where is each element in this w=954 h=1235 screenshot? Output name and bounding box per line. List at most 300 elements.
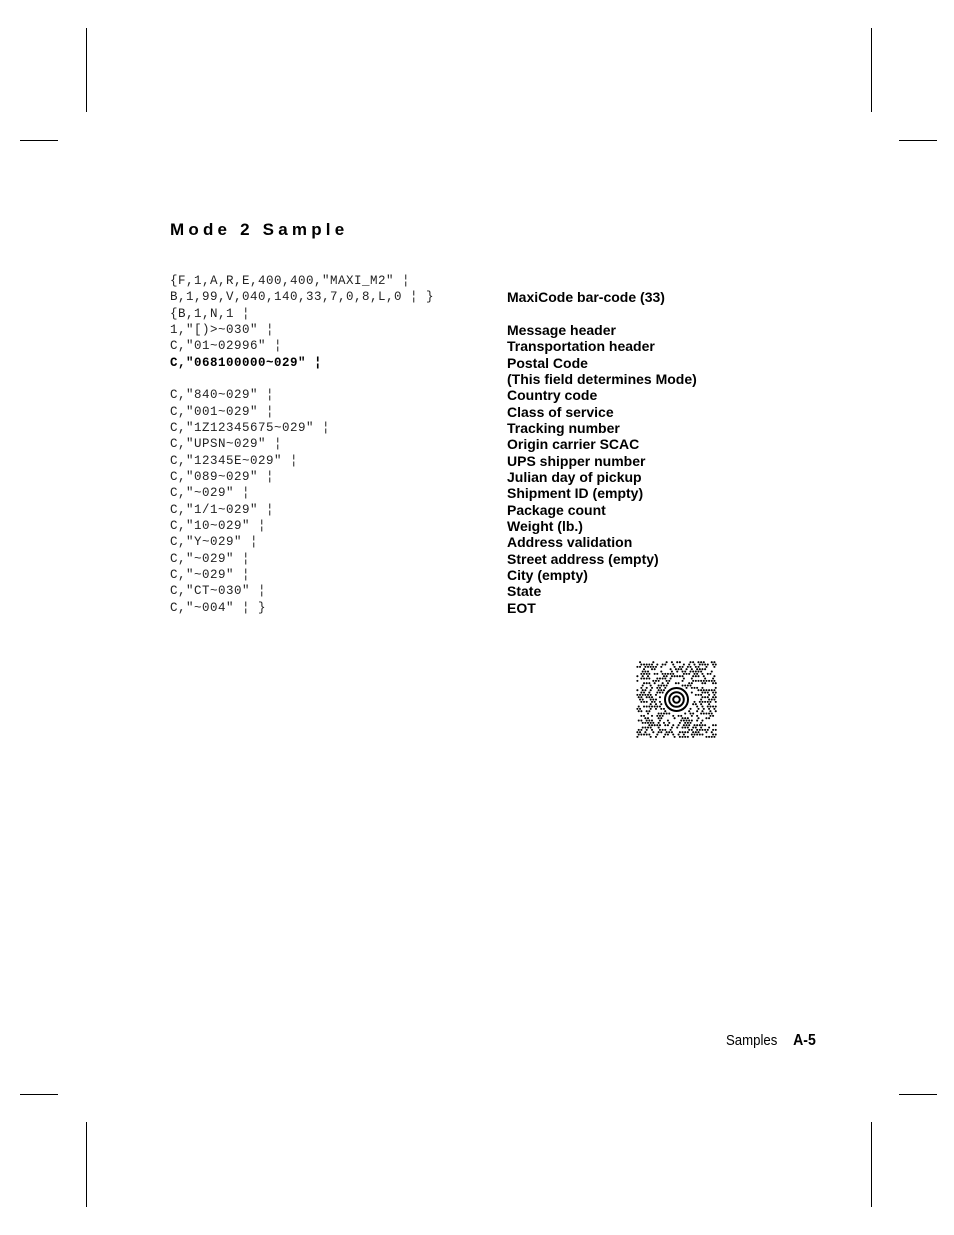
code-line: {F,1,A,R,E,400,400,"MAXI_M2" ¦ [170, 274, 411, 288]
maxicode-module [651, 696, 653, 698]
maxicode-module [642, 684, 644, 686]
maxicode-module [658, 722, 660, 724]
maxicode-module [691, 733, 693, 735]
maxicode-module [712, 663, 714, 665]
maxicode-module [692, 661, 694, 663]
maxicode-module [655, 666, 657, 668]
code-line: C,"Y~029" ¦ [170, 535, 259, 549]
maxicode-module [688, 724, 690, 726]
maxicode-module [670, 673, 672, 675]
maxicode-module [693, 724, 695, 726]
maxicode-module [704, 668, 706, 670]
maxicode-module [643, 733, 645, 735]
maxicode-module [672, 715, 674, 717]
description-line: Address validation [507, 534, 633, 550]
maxicode-module [684, 712, 686, 714]
maxicode-module [711, 680, 713, 682]
maxicode-module [689, 708, 691, 710]
maxicode-module [666, 712, 668, 714]
maxicode-module [712, 691, 714, 693]
maxicode-module [671, 670, 673, 672]
maxicode-module [668, 712, 670, 714]
maxicode-module [676, 661, 678, 663]
description-line: Country code [507, 387, 598, 403]
maxicode-module [638, 710, 640, 712]
maxicode-module [696, 715, 698, 717]
maxicode-module [687, 726, 689, 728]
maxicode-module [659, 677, 661, 679]
maxicode-module [640, 733, 642, 735]
maxicode-module [713, 694, 715, 696]
maxicode-module [712, 705, 714, 707]
maxicode-module [691, 682, 693, 684]
maxicode-module [644, 731, 646, 733]
maxicode-module [663, 708, 665, 710]
maxicode-module [708, 689, 710, 691]
maxicode-module [658, 684, 660, 686]
maxicode-module [639, 661, 641, 663]
maxicode-module [693, 701, 695, 703]
maxicode-module [701, 733, 703, 735]
maxicode-module [692, 703, 694, 705]
maxicode-module [688, 682, 690, 684]
maxicode-module [679, 722, 681, 724]
maxicode-module [700, 712, 702, 714]
maxicode-module [707, 673, 709, 675]
code-line: C,"840~029" ¦ [170, 388, 275, 402]
maxicode-module [652, 661, 654, 663]
maxicode-module [640, 677, 642, 679]
maxicode-module [674, 675, 676, 677]
maxicode-module [640, 687, 642, 689]
maxicode-module [685, 673, 687, 675]
maxicode-module [708, 680, 710, 682]
maxicode-module [700, 703, 702, 705]
maxicode-module [650, 703, 652, 705]
maxicode-module [660, 703, 662, 705]
crop-mark-top-left-horizontal [20, 140, 58, 141]
maxicode-module [699, 701, 701, 703]
maxicode-module [667, 719, 669, 721]
maxicode-module [648, 677, 650, 679]
maxicode-module [650, 698, 652, 700]
maxicode-module [639, 694, 641, 696]
maxicode-module [672, 663, 674, 665]
maxicode-module [640, 696, 642, 698]
maxicode-module [713, 680, 715, 682]
maxicode-module [656, 733, 658, 735]
maxicode-module [660, 712, 662, 714]
maxicode-module [648, 663, 650, 665]
maxicode-module [662, 729, 664, 731]
maxicode-module [697, 708, 699, 710]
maxicode-module [650, 726, 652, 728]
maxicode-module [676, 670, 678, 672]
maxicode-module [644, 670, 646, 672]
maxicode-module [668, 722, 670, 724]
maxicode-module [693, 663, 695, 665]
maxicode-module [715, 687, 717, 689]
maxicode-module [708, 717, 710, 719]
maxicode-module [693, 673, 695, 675]
maxicode-module [704, 682, 706, 684]
maxicode-module [640, 715, 642, 717]
maxicode-module [682, 684, 684, 686]
maxicode-module [713, 708, 715, 710]
maxicode-module [664, 733, 666, 735]
maxicode-module [708, 703, 710, 705]
maxicode-module [696, 724, 698, 726]
maxicode-module [644, 726, 646, 728]
maxicode-module [662, 673, 664, 675]
maxicode-module [656, 687, 658, 689]
maxicode-module [696, 668, 698, 670]
maxicode-module [697, 689, 699, 691]
description-line: UPS shipper number [507, 453, 646, 469]
maxicode-module [711, 670, 713, 672]
maxicode-module [655, 708, 657, 710]
description-line: EOT [507, 600, 536, 616]
maxicode-module [707, 701, 709, 703]
maxicode-module [666, 731, 668, 733]
maxicode-module [648, 733, 650, 735]
maxicode-module [646, 682, 648, 684]
maxicode-module [643, 715, 645, 717]
maxicode-module [662, 682, 664, 684]
maxicode-module [697, 666, 699, 668]
maxicode-module [685, 724, 687, 726]
maxicode-module [708, 726, 710, 728]
maxicode-module [695, 666, 697, 668]
maxicode-module [643, 701, 645, 703]
maxicode-module [705, 680, 707, 682]
code-line: B,1,99,V,040,140,33,7,0,8,L,0 ¦ } [170, 290, 435, 304]
maxicode-module [703, 689, 705, 691]
maxicode-module [660, 689, 662, 691]
maxicode-module [643, 705, 645, 707]
maxicode-module [662, 715, 664, 717]
maxicode-module [701, 668, 703, 670]
maxicode-module [643, 682, 645, 684]
maxicode-module [679, 731, 681, 733]
maxicode-module [670, 677, 672, 679]
maxicode-module [682, 717, 684, 719]
maxicode-module [692, 712, 694, 714]
maxicode-module [715, 724, 717, 726]
maxicode-module [712, 677, 714, 679]
maxicode-module [697, 661, 699, 663]
maxicode-module [701, 710, 703, 712]
maxicode-module [689, 661, 691, 663]
maxicode-module [687, 684, 689, 686]
maxicode-module [636, 689, 638, 691]
crop-mark-bottom-left-horizontal [20, 1094, 58, 1095]
maxicode-module [701, 663, 703, 665]
maxicode-module [666, 675, 668, 677]
maxicode-module [642, 675, 644, 677]
maxicode-module [707, 729, 709, 731]
maxicode-module [655, 698, 657, 700]
maxicode-module [672, 724, 674, 726]
maxicode-module [662, 691, 664, 693]
maxicode-module [643, 668, 645, 670]
code-line-postal-code: C,"068100000~029" ¦ [170, 356, 323, 370]
maxicode-module [679, 666, 681, 668]
maxicode-module [692, 736, 694, 738]
maxicode-module [687, 666, 689, 668]
description-line: Message header [507, 322, 616, 338]
maxicode-module [695, 726, 697, 728]
maxicode-module [711, 736, 713, 738]
description-line: City (empty) [507, 567, 588, 583]
maxicode-module [651, 663, 653, 665]
maxicode-module [685, 719, 687, 721]
maxicode-module [652, 731, 654, 733]
maxicode-module [713, 698, 715, 700]
maxicode-module [701, 729, 703, 731]
description-line: (This field determines Mode) [507, 371, 697, 387]
maxicode-module [658, 689, 660, 691]
maxicode-module [647, 670, 649, 672]
maxicode-module [692, 675, 694, 677]
maxicode-module [655, 694, 657, 696]
maxicode-module [699, 668, 701, 670]
maxicode-module [713, 661, 715, 663]
description-line: State [507, 583, 542, 599]
maxicode-module [663, 736, 665, 738]
maxicode-module [652, 680, 654, 682]
description-line: Julian day of pickup [507, 469, 642, 485]
maxicode-module [644, 666, 646, 668]
maxicode-module [712, 682, 714, 684]
maxicode-module [660, 684, 662, 686]
maxicode-module [683, 677, 685, 679]
maxicode-module [671, 675, 673, 677]
maxicode-module [659, 701, 661, 703]
maxicode-module [662, 677, 664, 679]
maxicode-module [660, 670, 662, 672]
maxicode-module [695, 680, 697, 682]
maxicode-module [648, 724, 650, 726]
code-line: C,"089~029" ¦ [170, 470, 275, 484]
maxicode-module [682, 670, 684, 672]
maxicode-module [713, 666, 715, 668]
maxicode-module [667, 724, 669, 726]
maxicode-module [684, 736, 686, 738]
maxicode-module [712, 724, 714, 726]
code-line: C,"001~029" ¦ [170, 405, 275, 419]
maxicode-module [696, 729, 698, 731]
maxicode-module [688, 719, 690, 721]
code-line: C,"UPSN~029" ¦ [170, 437, 283, 451]
maxicode-module [700, 726, 702, 728]
maxicode-module [699, 729, 701, 731]
maxicode-module [656, 715, 658, 717]
maxicode-module [715, 663, 717, 665]
maxicode-module [639, 666, 641, 668]
footer-page-number: A-5 [793, 1032, 816, 1049]
maxicode-module [646, 663, 648, 665]
maxicode-module [670, 729, 672, 731]
maxicode-module [709, 701, 711, 703]
maxicode-module [678, 682, 680, 684]
maxicode-module [684, 722, 686, 724]
maxicode-module [701, 701, 703, 703]
maxicode-module [647, 726, 649, 728]
maxicode-module [695, 694, 697, 696]
maxicode-module [695, 731, 697, 733]
maxicode-module [642, 698, 644, 700]
maxicode-module [708, 708, 710, 710]
maxicode-module [650, 708, 652, 710]
maxicode-module [703, 712, 705, 714]
maxicode-module [660, 731, 662, 733]
maxicode-module [704, 677, 706, 679]
section-heading: Mode 2 Sample [170, 220, 349, 239]
maxicode-module [664, 710, 666, 712]
maxicode-module [688, 729, 690, 731]
code-line: C,"CT~030" ¦ [170, 584, 267, 598]
maxicode-module [712, 729, 714, 731]
maxicode-module [667, 682, 669, 684]
maxicode-module [699, 663, 701, 665]
maxicode-module [636, 694, 638, 696]
maxicode-module [675, 682, 677, 684]
maxicode-module [697, 670, 699, 672]
maxicode-module [692, 731, 694, 733]
maxicode-module [638, 705, 640, 707]
maxicode-module [664, 663, 666, 665]
maxicode-module [682, 726, 684, 728]
maxicode-module [696, 705, 698, 707]
maxicode-module [636, 731, 638, 733]
maxicode-module [682, 675, 684, 677]
maxicode-module [695, 703, 697, 705]
maxicode-module [683, 663, 685, 665]
maxicode-module [682, 731, 684, 733]
maxicode-module [646, 719, 648, 721]
maxicode-module [651, 701, 653, 703]
maxicode-module [711, 689, 713, 691]
maxicode-module [700, 722, 702, 724]
maxicode-module [708, 698, 710, 700]
maxicode-module [643, 691, 645, 693]
maxicode-module [676, 675, 678, 677]
maxicode-module [643, 663, 645, 665]
maxicode-module [655, 703, 657, 705]
maxicode-module [644, 722, 646, 724]
maxicode-module [674, 736, 676, 738]
crop-mark-top-right-horizontal [899, 140, 937, 141]
maxicode-module [639, 698, 641, 700]
maxicode-module [700, 680, 702, 682]
crop-mark-bottom-right-horizontal [899, 1094, 937, 1095]
maxicode-bullseye-ring [673, 696, 680, 703]
maxicode-module [664, 724, 666, 726]
maxicode-module [647, 712, 649, 714]
maxicode-module [644, 717, 646, 719]
maxicode-module [701, 719, 703, 721]
maxicode-module [650, 722, 652, 724]
maxicode-module [708, 736, 710, 738]
maxicode-module [679, 661, 681, 663]
maxicode-module [704, 724, 706, 726]
maxicode-module [689, 684, 691, 686]
maxicode-module [699, 733, 701, 735]
maxicode-module [682, 736, 684, 738]
maxicode-module [654, 682, 656, 684]
maxicode-module [709, 673, 711, 675]
maxicode-module [659, 719, 661, 721]
maxicode-module [638, 696, 640, 698]
maxicode-module [676, 726, 678, 728]
maxicode-module [652, 722, 654, 724]
maxicode-module [663, 689, 665, 691]
maxicode-module [646, 710, 648, 712]
maxicode-module [675, 668, 677, 670]
maxicode-module [651, 668, 653, 670]
maxicode-module [659, 715, 661, 717]
code-line: C,"~004" ¦ } [170, 601, 267, 615]
maxicode-module [697, 694, 699, 696]
description-line: Package count [507, 502, 606, 518]
maxicode-module [658, 731, 660, 733]
maxicode-module [651, 705, 653, 707]
maxicode-module [668, 731, 670, 733]
maxicode-module [638, 719, 640, 721]
maxicode-module [636, 708, 638, 710]
maxicode-module [678, 733, 680, 735]
maxicode-module [651, 687, 653, 689]
maxicode-module [707, 691, 709, 693]
maxicode-module [692, 670, 694, 672]
maxicode-module [715, 691, 717, 693]
maxicode-module [659, 691, 661, 693]
maxicode-module [638, 729, 640, 731]
description-line: Weight (lb.) [507, 518, 583, 534]
code-line: C,"1/1~029" ¦ [170, 503, 275, 517]
maxicode-module [636, 680, 638, 682]
maxicode-module [654, 668, 656, 670]
maxicode-module [647, 722, 649, 724]
maxicode-module [654, 701, 656, 703]
maxicode-module [689, 670, 691, 672]
maxicode-module [689, 722, 691, 724]
maxicode-module [646, 733, 648, 735]
maxicode-module [705, 717, 707, 719]
maxicode-module [697, 675, 699, 677]
maxicode-module [709, 710, 711, 712]
maxicode-module [704, 663, 706, 665]
maxicode-module [703, 675, 705, 677]
maxicode-module [684, 670, 686, 672]
maxicode-module [705, 712, 707, 714]
maxicode-module [646, 729, 648, 731]
maxicode-barcode-image [636, 661, 717, 738]
maxicode-module [666, 684, 668, 686]
maxicode-module [705, 666, 707, 668]
maxicode-module [650, 694, 652, 696]
maxicode-module [715, 705, 717, 707]
maxicode-module [700, 694, 702, 696]
maxicode-module [646, 701, 648, 703]
maxicode-module [678, 724, 680, 726]
maxicode-module [648, 705, 650, 707]
maxicode-module [659, 687, 661, 689]
description-line: Class of service [507, 404, 614, 420]
maxicode-module [663, 684, 665, 686]
maxicode-module [642, 726, 644, 728]
